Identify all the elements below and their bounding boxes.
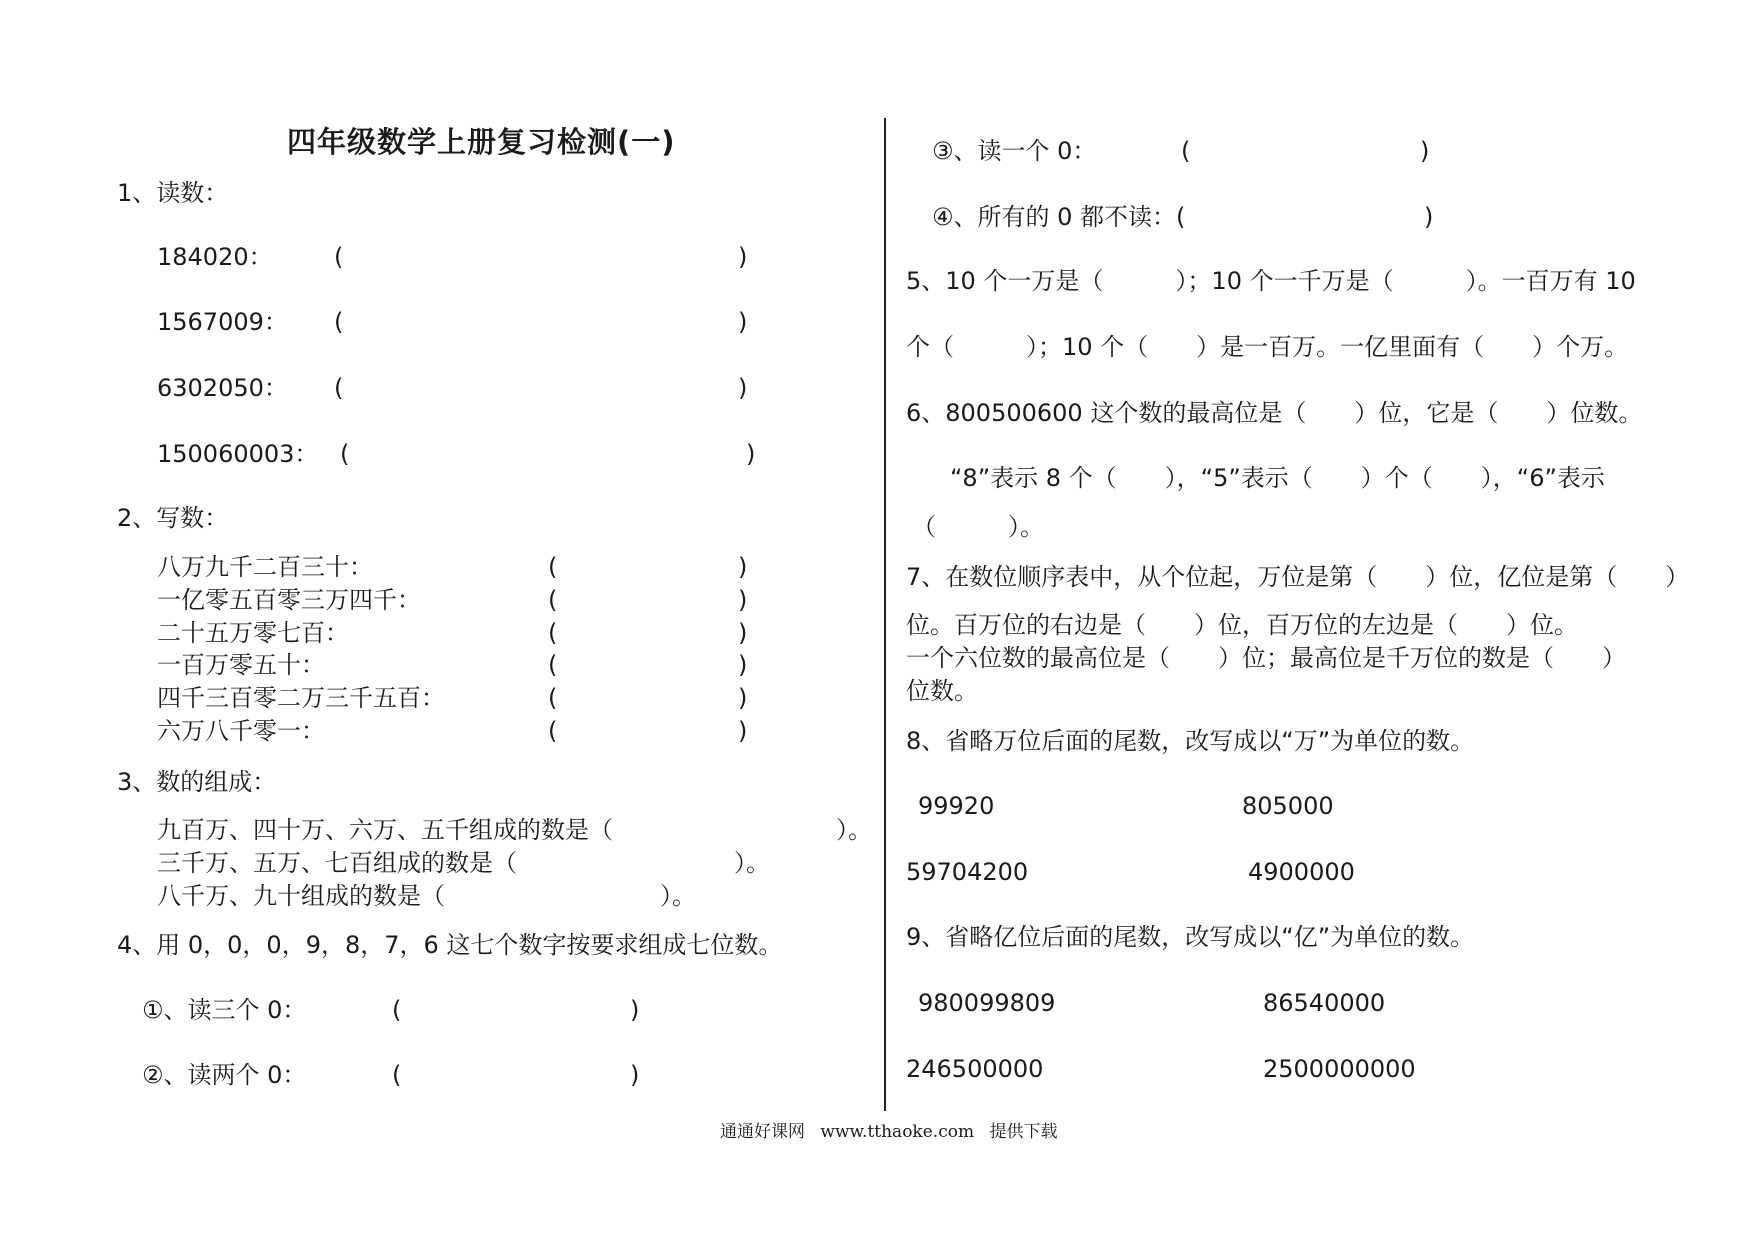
q4-text: ①、读三个 0： bbox=[142, 996, 307, 1024]
answer-blank-open[interactable]: ( bbox=[548, 717, 558, 745]
answer-blank-close: ) bbox=[1420, 137, 1430, 165]
answer-blank-open[interactable]: ( bbox=[334, 308, 344, 336]
answer-blank-close: ) bbox=[738, 717, 748, 745]
q2-text: 一亿零五百零三万四千： bbox=[157, 586, 421, 614]
q3-text: 九百万、四十万、六万、五千组成的数是（ bbox=[157, 816, 613, 844]
answer-blank-close: ) bbox=[1424, 203, 1434, 231]
answer-blank-close: ）。 bbox=[734, 849, 770, 877]
q2-text: 二十五万零七百： bbox=[157, 619, 349, 647]
q8-number: 805000 bbox=[1242, 792, 1334, 820]
q7-line: 一个六位数的最高位是（ ）位；最高位是千万位的数是（ ） bbox=[906, 644, 1626, 672]
answer-blank-close: ) bbox=[746, 440, 756, 468]
q1-number: 6302050： bbox=[157, 374, 288, 402]
answer-blank-open[interactable]: ( bbox=[1181, 137, 1191, 165]
answer-blank-close: ) bbox=[630, 1061, 640, 1089]
answer-blank-open[interactable]: ( bbox=[340, 440, 350, 468]
q9-number: 246500000 bbox=[906, 1055, 1044, 1083]
answer-blank-close: ) bbox=[738, 308, 748, 336]
q2-text: 六万八千零一： bbox=[157, 717, 325, 745]
q6-line: （ ）。 bbox=[912, 513, 1044, 541]
q6-line: “8”表示 8 个（ ），“5”表示（ ）个（ ），“6”表示 bbox=[950, 464, 1605, 492]
q1-heading: 1、读数： bbox=[117, 179, 229, 207]
answer-blank-open[interactable]: ( bbox=[548, 684, 558, 712]
answer-blank-open[interactable]: ( bbox=[334, 374, 344, 402]
answer-blank-open[interactable]: ( bbox=[392, 1061, 402, 1089]
column-divider bbox=[884, 118, 886, 1111]
q2-text: 八万九千二百三十： bbox=[157, 553, 373, 581]
answer-blank-open[interactable]: ( bbox=[548, 553, 558, 581]
page-title: 四年级数学上册复习检测(一) bbox=[287, 125, 676, 159]
answer-blank-open[interactable]: ( bbox=[548, 586, 558, 614]
answer-blank-close: ) bbox=[738, 651, 748, 679]
answer-blank-close: ) bbox=[738, 684, 748, 712]
q7-line: 位。百万位的右边是（ ）位，百万位的左边是（ ）位。 bbox=[906, 611, 1578, 639]
answer-blank-close: ) bbox=[738, 243, 748, 271]
answer-blank-close: ) bbox=[738, 586, 748, 614]
page-footer bbox=[720, 1121, 1067, 1143]
q5-line: 5、10 个一万是（ ）；10 个一千万是（ ）。一百万有 10 bbox=[906, 267, 1636, 295]
q8-number: 99920 bbox=[918, 792, 995, 820]
q1-number: 150060003： bbox=[157, 440, 319, 468]
answer-blank-open[interactable]: ( bbox=[548, 619, 558, 647]
answer-blank-close: ）。 bbox=[836, 816, 872, 844]
answer-blank-close: ）。 bbox=[660, 882, 696, 910]
q3-text: 三千万、五万、七百组成的数是（ bbox=[157, 849, 517, 877]
q8-number: 4900000 bbox=[1248, 858, 1355, 886]
q6-line: 6、800500600 这个数的最高位是（ ）位，它是（ ）位数。 bbox=[906, 399, 1643, 427]
footer-site-name: 通通好课网 bbox=[720, 1122, 805, 1142]
q8-number: 59704200 bbox=[906, 858, 1029, 886]
q8-heading: 8、省略万位后面的尾数，改写成以“万”为单位的数。 bbox=[906, 727, 1475, 755]
q3-heading: 3、数的组成： bbox=[117, 768, 277, 796]
answer-blank-close: ) bbox=[738, 374, 748, 402]
q1-number: 1567009： bbox=[157, 308, 288, 336]
q3-text: 八千万、九十组成的数是（ bbox=[157, 882, 445, 910]
q9-number: 86540000 bbox=[1263, 989, 1386, 1017]
answer-blank-open[interactable]: ( bbox=[548, 651, 558, 679]
q9-number: 980099809 bbox=[918, 989, 1056, 1017]
q9-heading: 9、省略亿位后面的尾数，改写成以“亿”为单位的数。 bbox=[906, 923, 1475, 951]
answer-blank-close: ) bbox=[738, 619, 748, 647]
footer-url[interactable]: www.tthaoke.com bbox=[820, 1122, 975, 1142]
footer-note: 提供下载 bbox=[989, 1122, 1058, 1142]
q5-line: 个（ ）；10 个（ ）是一百万。一亿里面有（ ）个万。 bbox=[906, 333, 1629, 361]
q1-number: 184020： bbox=[157, 243, 273, 271]
q4-text: ②、读两个 0： bbox=[142, 1061, 307, 1089]
q2-text: 四千三百零二万三千五百： bbox=[157, 684, 445, 712]
answer-blank-open[interactable]: ( bbox=[392, 996, 402, 1024]
q7-line: 位数。 bbox=[906, 677, 978, 705]
answer-blank-close: ) bbox=[738, 553, 748, 581]
answer-blank-close: ) bbox=[630, 996, 640, 1024]
q4-text: ③、读一个 0： bbox=[932, 137, 1097, 165]
q9-number: 2500000000 bbox=[1263, 1055, 1416, 1083]
q2-text: 一百万零五十： bbox=[157, 651, 325, 679]
answer-blank-open[interactable]: ( bbox=[334, 243, 344, 271]
q4-text: ④、所有的 0 都不读：( bbox=[932, 203, 1186, 231]
q4-heading: 4、用 0，0，0，9，8，7，6 这七个数字按要求组成七位数。 bbox=[117, 931, 783, 959]
q2-heading: 2、写数： bbox=[117, 504, 229, 532]
q7-line: 7、在数位顺序表中，从个位起，万位是第（ ）位，亿位是第（ ） bbox=[906, 563, 1690, 591]
